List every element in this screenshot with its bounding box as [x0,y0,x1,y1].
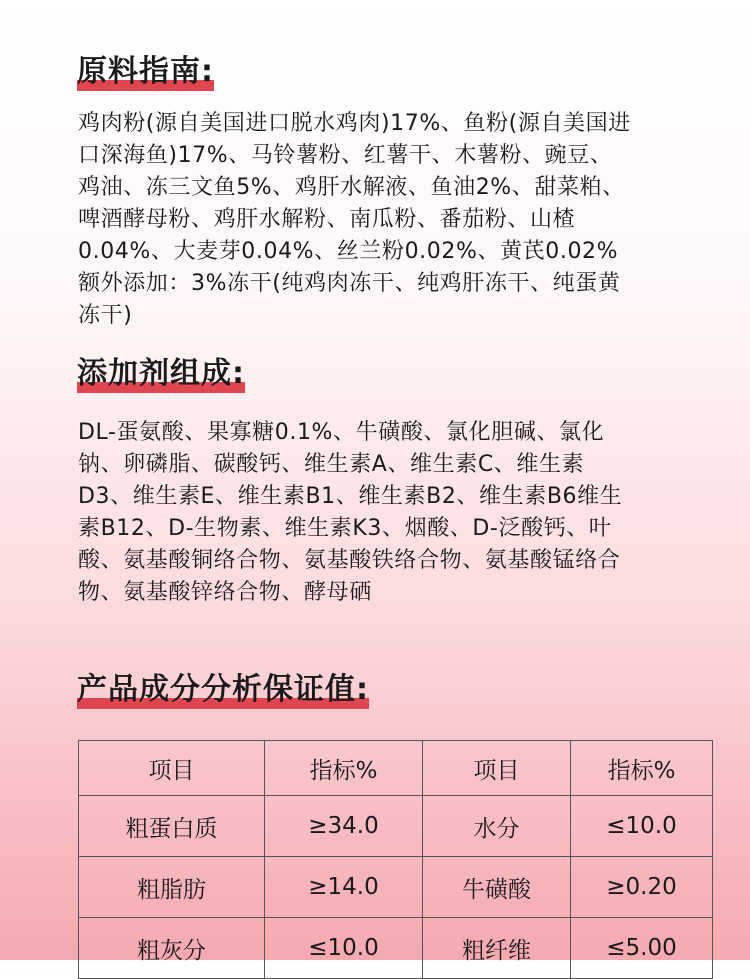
raw-materials-line: 口深海鱼)17%、马铃薯粉、红薯干、木薯粉、豌豆、 [78,143,613,168]
item-name: 粗脂肪 [79,857,265,918]
item-value: ≥0.20 [571,857,713,918]
additives-heading [77,354,245,394]
additives-line: 物、氨基酸锌络合物、酵母硒 [78,580,372,605]
table-row [79,796,713,857]
header-value: 指标% [571,741,713,796]
item-value: ≤10.0 [265,918,423,979]
additives-line: 钠、卵磷脂、碳酸钙、维生素A、维生素C、维生素 [78,452,585,477]
analysis-title: 产品成分分析保证值: [77,672,369,707]
header-value: 指标% [265,741,423,796]
analysis-heading [77,670,369,710]
additives-line: 酸、氨基酸铜络合物、氨基酸铁络合物、氨基酸锰络合 [78,548,621,573]
additives-line: DL-蛋氨酸、果寡糖0.1%、牛磺酸、氯化胆碱、氯化 [78,420,605,445]
item-value: ≤10.0 [571,796,713,857]
additives-text [78,417,698,609]
raw-materials-heading [77,52,214,92]
additives-line: 素B12、D-生物素、维生素K3、烟酸、D-泛酸钙、叶 [78,516,612,541]
raw-materials-line: 鸡肉粉(源自美国进口脱水鸡肉)17%、鱼粉(源自美国进 [78,111,631,136]
raw-materials-line: 额外添加：3%冻干(纯鸡肉冻干、纯鸡肝冻干、纯蛋黄 [78,271,621,296]
raw-materials-line: 鸡油、冻三文鱼5%、鸡肝水解液、鱼油2%、甜菜粕、 [78,175,625,200]
table-row [79,918,713,979]
table-header-row [79,741,713,796]
item-name: 粗灰分 [79,918,265,979]
guaranteed-analysis-table [78,740,713,979]
item-name: 粗蛋白质 [79,796,265,857]
item-value: ≤5.00 [571,918,713,979]
item-value: ≥34.0 [265,796,423,857]
raw-materials-line: 0.04%、大麦芽0.04%、丝兰粉0.02%、黄芪0.02% [78,239,619,264]
additives-line: D3、维生素E、维生素B1、维生素B2、维生素B6维生 [78,484,623,509]
raw-materials-text [78,108,698,332]
additives-title: 添加剂组成: [77,356,245,391]
raw-materials-line: 冻干) [78,303,133,328]
raw-materials-title: 原料指南: [77,54,214,89]
header-item: 项目 [79,741,265,796]
raw-materials-line: 啤酒酵母粉、鸡肝水解粉、南瓜粉、番茄粉、山楂 [78,207,576,232]
table-row [79,857,713,918]
item-name: 牛磺酸 [423,857,571,918]
item-value: ≥14.0 [265,857,423,918]
header-item: 项目 [423,741,571,796]
item-name: 水分 [423,796,571,857]
item-name: 粗纤维 [423,918,571,979]
